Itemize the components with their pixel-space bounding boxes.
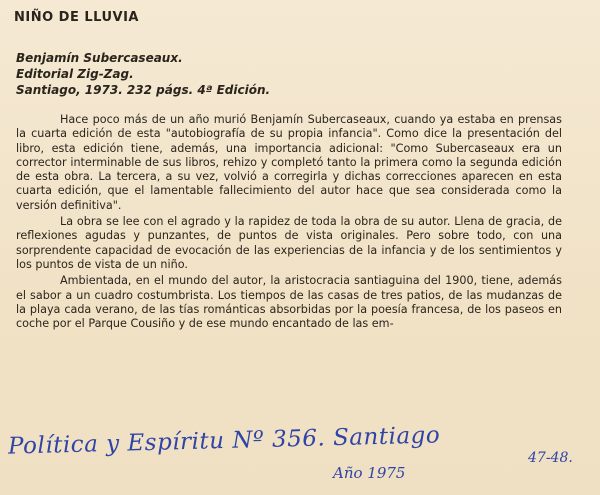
- author-line: Benjamín Subercaseaux.: [16, 51, 183, 65]
- publication-details-line: Santiago, 1973. 232 págs. 4ª Edición.: [16, 83, 271, 97]
- handwritten-source-note: Política y Espíritu Nº 356. Santiago: [7, 422, 441, 460]
- paragraph: La obra se lee con el agrado y la rapidez de toda la obra de su autor. Llena de gracia, de reflexiones agudas y punzantes, de puntos de vista originales. Pero sobre todo, con una sorprendente capacidad de evocación de las experiencias de la infancia y de los sentimientos y los puntos de vista de un niño.: [16, 215, 562, 271]
- paragraph: Hace poco más de un año murió Benjamín Subercaseaux, cuando ya estaba en prensas la cuarta edición de esta "autobiografía de su propia infancia". Como dice la presentación del libro, esta edición tiene, además, una importancia adicional: "Como Subercaseaux era un corrector interminable de sus libros, rehizo y completó tanto la primera como la segunda edición de esta obra. La tercera, a su vez, volvió a corregirla y dichas correcciones aparecen en esta cuarta edición, que el lamentable fallecimiento del autor hace que sea considerada como la versión definitiva".: [16, 113, 562, 212]
- paragraph: Ambientada, en el mundo del autor, la aristocracia santiaguina del 1900, tiene, además el sabor a un cuadro costumbrista. Los tiempos de las casas de tres patios, de las mudanzas de la playa cada verano, de las tías románticas absorbidas por la poesía francesa, de los paseos en coche por el Parque Cousiño y de ese mundo encantado de las em-: [16, 274, 562, 331]
- review-body: [16, 113, 562, 333]
- review-title: NIÑO DE LLUVIA: [14, 10, 139, 25]
- publisher-line: Editorial Zig-Zag.: [16, 67, 134, 81]
- bibliographic-info: [16, 50, 270, 98]
- handwritten-year: Año 1975: [333, 464, 406, 482]
- handwritten-pages: 47-48.: [528, 450, 573, 466]
